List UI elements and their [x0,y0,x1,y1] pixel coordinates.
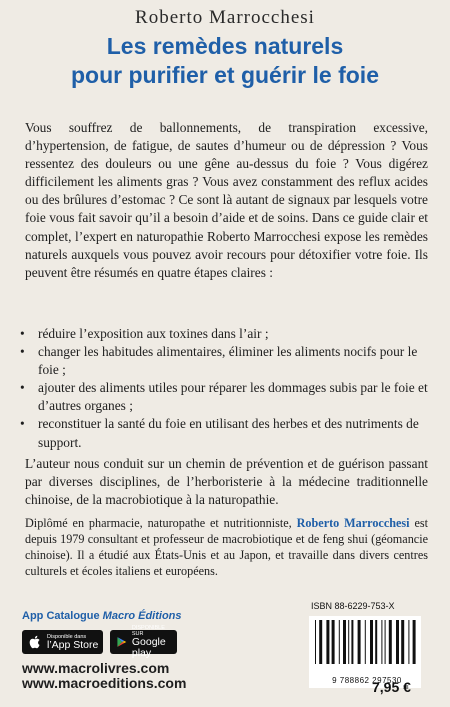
catalogue-text: App Catalogue [22,610,103,622]
google-play-icon [115,634,128,650]
barcode-bar [370,620,373,664]
list-item-text: reconstituer la santé du foie en utilisant des herbes et des nutriments de support. [38,416,419,450]
app-catalogue-label [22,610,182,622]
barcode-bar [358,620,361,664]
google-play-big-text: Google play [131,636,166,659]
author-path-paragraph: L’auteur nous conduit sur un chemin de prévention et de guérison passant par diverses disciplines, de l’herboristerie à la médecine traditionnelle chinoise, de la macrobiotique à la naturopathie. [25,456,428,508]
barcode-bar [408,620,409,664]
barcode-bar [381,620,382,664]
barcode-bar [385,620,386,664]
barcode-bar [339,620,340,664]
book-title [0,32,450,90]
list-item [20,343,428,379]
barcode-bar [326,620,329,664]
list-item [20,325,428,343]
app-store-small-text: Disponible dans [47,633,87,640]
barcode-bar [332,620,335,664]
barcode-bar [319,620,322,664]
catalogue-brand: Macro Éditions [102,610,182,622]
barcode-digits: 9 788862 297530 [332,676,402,685]
barcode-bar [413,620,416,664]
list-item [20,379,428,415]
bullet-icon: • [20,326,25,341]
bullet-icon: • [20,344,25,360]
steps-list [20,325,428,452]
barcode-lines [313,620,417,664]
isbn-label: ISBN 88-6229-753-X [311,601,395,611]
barcode-bar [389,620,392,664]
bio-author-name: Roberto Marrocchesi [296,516,410,530]
google-play-small-text: DISPONIBLE SUR [131,625,165,637]
bullet-icon: • [20,380,25,396]
intro-paragraph [25,119,428,282]
website-link-macrolivres[interactable]: www.macrolivres.com [22,660,170,676]
barcode-bar [401,620,404,664]
intro-text: Vous souffrez de ballonnements, de transpiration excessive, d’hypertension, de fatigue, de sautes d’humeur ou de dépression ? Vous ressentez des douleurs ou une gêne au-dessus du foie ? Vous digérez difficilement les aliments gras ? Vous avez constamment des reflux acides ou des brûlures d’estomac ? Ce sont là autant de signaux par lesquels votre foie vous fait savoir qu’il a besoin d’aide et de soins. Dans ce guide clair et complet, l’expert en naturopathie Roberto Marrocchesi expose les remèdes naturels auxquels vous pouvez avoir recours pour détoxifier votre foie. Ils peuvent être résumés en quatre étapes claires : [25,120,428,280]
author-name: Roberto Marrocchesi [135,7,315,28]
title-line-1: Les remèdes naturels [106,33,344,59]
barcode-bar [365,620,366,664]
apple-icon [27,634,43,650]
google-play-button[interactable] [110,625,177,659]
barcode-bar [396,620,399,664]
barcode-bar [315,620,316,664]
price: 7,95 € [372,679,411,695]
website-link-macroeditions[interactable]: www.macroeditions.com [22,675,187,691]
list-item-text: changer les habitudes alimentaires, éliminer les aliments nocifs pour le foie ; [38,344,418,378]
list-item-text: réduire l’exposition aux toxines dans l’air ; [38,326,269,341]
author-bio-paragraph [25,515,428,579]
bio-text-start: Diplômé en pharmacie, naturopathe et nutritionniste, [25,516,297,530]
barcode-bar [348,620,349,664]
list-item-text: ajouter des aliments utiles pour réparer les dommages subis par le foie et d’autres organes ; [38,380,428,414]
bullet-icon: • [20,416,25,432]
app-store-button[interactable] [22,630,103,654]
barcode-bar [343,620,346,664]
barcode-bar [375,620,377,664]
title-line-2: pour purifier et guérir le foie [71,62,379,88]
bio-text-end: est depuis 1979 consultant et professeur de macrobiotique et de feng shui (géomancie chinoise). Il a étudié aux États-Unis et au Japon, et travaille dans divers centres culturels et écoles italiens et européens. [25,516,428,578]
barcode-bar [351,620,353,664]
list-item [20,415,428,451]
app-store-big-text: l’App Store [47,638,99,651]
